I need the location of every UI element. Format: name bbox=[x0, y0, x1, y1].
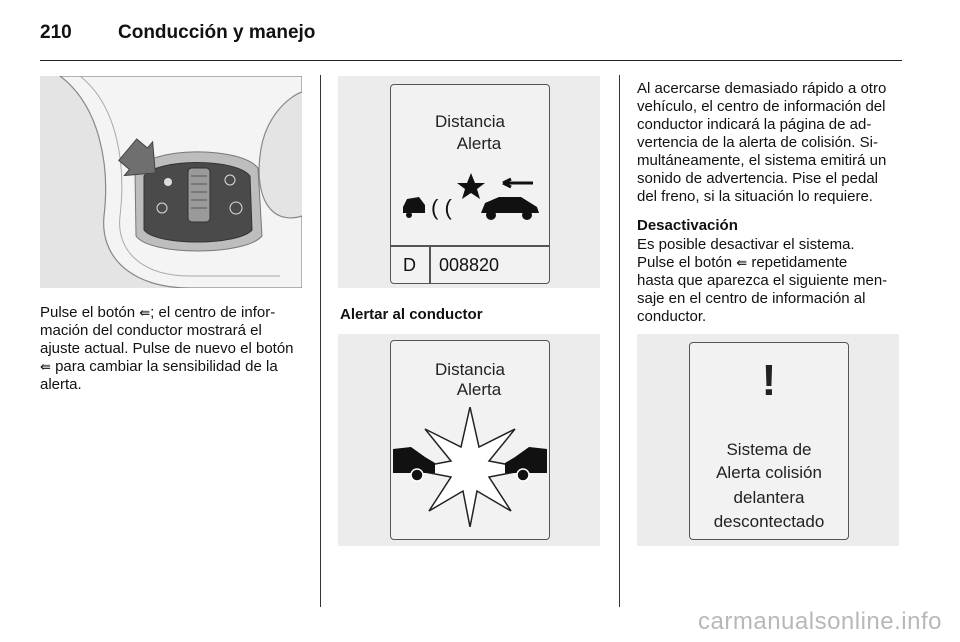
display3-line-1: Sistema de bbox=[726, 440, 812, 459]
display2-line-alerta: Alerta bbox=[456, 380, 502, 399]
column-divider-right bbox=[619, 75, 620, 607]
section-heading-desactivacion: Desactivación bbox=[637, 217, 738, 234]
car-distance-icon: ⇚ bbox=[40, 359, 51, 374]
display3-line-4: descontectado bbox=[713, 512, 825, 531]
collision-display-panel bbox=[390, 340, 550, 540]
collision-graphic bbox=[391, 407, 549, 527]
display-line-distancia: Distancia bbox=[435, 112, 505, 131]
steering-wheel-illustration bbox=[40, 76, 302, 288]
column3-paragraph-1: Al acercarse demasiado rápido a otro vehículo, el centro de información del conductor indicará la página de ad- vertencia de la alerta de colisión. Si- multáneamente, el sistema emitirá un sonido de advertencia. Pise el pedal del freno, si la situación lo requiere. bbox=[637, 80, 887, 205]
display3-line-2: Alerta colisión bbox=[716, 463, 822, 482]
info-display-panel bbox=[390, 84, 550, 284]
following-distance-graphic bbox=[399, 167, 543, 223]
header-divider bbox=[40, 60, 902, 61]
figure-caption: Alertar al conductor bbox=[340, 306, 483, 323]
page-header bbox=[40, 18, 900, 58]
warning-exclamation: ! bbox=[761, 356, 777, 405]
chapter-title: Conducción y manejo bbox=[118, 22, 316, 43]
disconnected-display-panel bbox=[689, 342, 849, 540]
display-illustration-2 bbox=[338, 334, 600, 546]
display-illustration-3 bbox=[637, 334, 899, 546]
column3-paragraph-2: Es posible desactivar el sistema. Pulse el botón ⇚ repetidamente hasta que aparezca el siguiente men- saje en el centro de información al conductor. bbox=[637, 236, 888, 325]
odometer-label: D bbox=[403, 255, 416, 275]
display-cell-divider bbox=[429, 245, 431, 283]
column-divider-left bbox=[320, 75, 321, 607]
page-number: 210 bbox=[40, 22, 72, 43]
display2-line-distancia: Distancia bbox=[435, 360, 505, 379]
column1-paragraph: Pulse el botón ⇚; el centro de infor- mación del conductor mostrará el ajuste actual. Pulse de nuevo el botón ⇚ para cambiar la sensibilidad de la alerta. bbox=[40, 304, 294, 393]
display-divider bbox=[391, 245, 549, 247]
svg-text:( (: ( ( bbox=[431, 195, 452, 220]
odometer-value: 008820 bbox=[439, 255, 500, 275]
display3-line-3: delantera bbox=[733, 488, 805, 507]
car-distance-icon: ⇚ bbox=[139, 305, 151, 320]
display-line-alerta: Alerta bbox=[456, 134, 502, 153]
display-illustration-1 bbox=[338, 76, 600, 288]
car-distance-icon: ⇚ bbox=[736, 255, 748, 270]
watermark: carmanualsonline.info bbox=[698, 608, 942, 635]
